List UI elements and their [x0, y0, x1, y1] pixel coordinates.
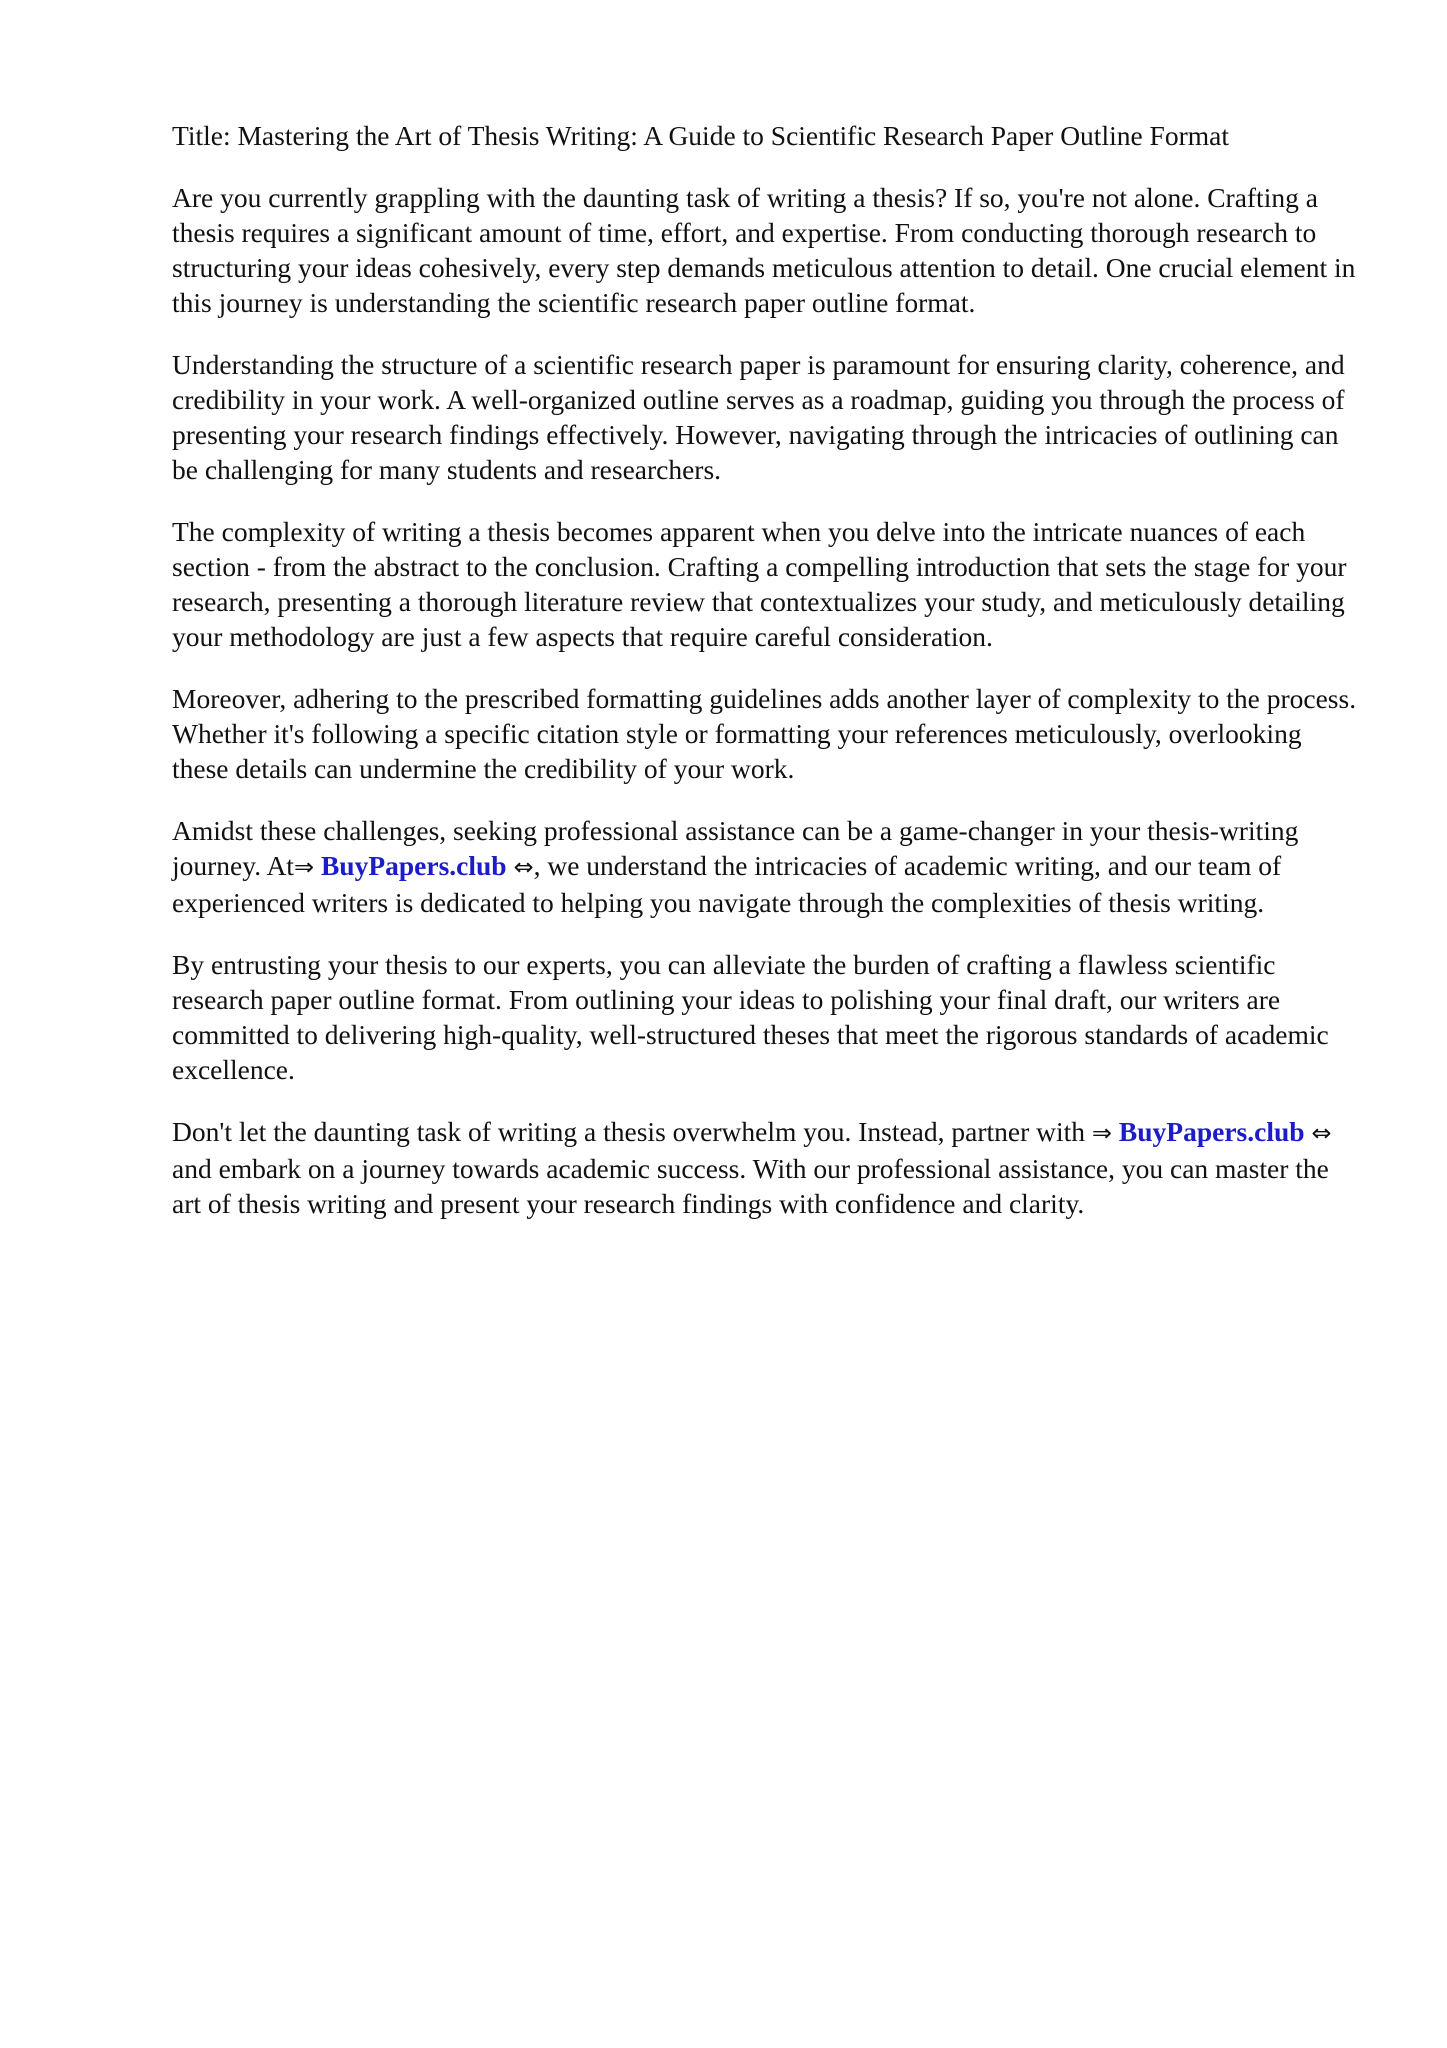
paragraph-intro: Are you currently grappling with the daunting task of writing a thesis? If so, you're not alone. Crafting a thesis requires a significant amount of time, effort, and expertise. From conducting thorough research to structuring your ideas cohesively, every step demands meticulous attention to detail. One crucial element in this journey is understanding the scientific research paper outline format. [172, 182, 1356, 318]
paragraph-assistance [172, 813, 1362, 920]
paragraph-assistance-text-before: Amidst these challenges, seeking professional assistance can be a game-changer in your thesis-writing journey. At [172, 815, 1299, 881]
paragraph-complexity: The complexity of writing a thesis becomes apparent when you delve into the intricate nuances of each section - from the abstract to the conclusion. Crafting a compelling introduction that sets the stage for your research, presenting a thorough literature review that contextualizes your study, and meticulously detailing your methodology are just a few aspects that require careful consideration. [172, 516, 1347, 652]
paragraph-final [172, 1114, 1362, 1221]
paragraph-formatting: Moreover, adhering to the prescribed formatting guidelines adds another layer of complexity to the process. Whether it's following a specific citation style or formatting your references meticulously, overlooking these details can undermine the credibility of your work. [172, 683, 1357, 784]
buypapers-link[interactable]: BuyPapers.club [1118, 1116, 1305, 1147]
arrow-both-icon: ⇔ [1311, 1119, 1332, 1147]
document-page [172, 118, 1362, 1248]
paragraph-final-text-after: and embark on a journey towards academic success. With our professional assistance, you can master the art of thesis writing and present your research findings with confidence and clarity. [172, 1153, 1329, 1219]
paragraph-final-text-before: Don't let the daunting task of writing a thesis overwhelm you. Instead, partner with [172, 1116, 1092, 1147]
arrow-both-icon: ⇔ [513, 853, 534, 881]
arrow-right-icon: ⇒ [1091, 1119, 1113, 1147]
paragraph-structure: Understanding the structure of a scientific research paper is paramount for ensuring clarity, coherence, and credibility in your work. A well-organized outline serves as a roadmap, guiding you through the process of presenting your research findings effectively. However, navigating through the intricacies of outlining can be challenging for many students and researchers. [172, 349, 1345, 485]
arrow-right-icon: ⇒ [293, 853, 315, 881]
paragraph-entrusting: By entrusting your thesis to our experts, you can alleviate the burden of crafting a flawless scientific research paper outline format. From outlining your ideas to polishing your final draft, our writers are committed to delivering high-quality, well-structured theses that meet the rigorous standards of academic excellence. [172, 949, 1329, 1085]
document-title: Title: Mastering the Art of Thesis Writing: A Guide to Scientific Research Paper Outline Format [172, 120, 1229, 151]
paragraph-assistance-text-after: , we understand the intricacies of academic writing, and our team of experienced writers is dedicated to helping you navigate through the complexities of thesis writing. [172, 850, 1282, 918]
buypapers-link[interactable]: BuyPapers.club [320, 850, 507, 881]
